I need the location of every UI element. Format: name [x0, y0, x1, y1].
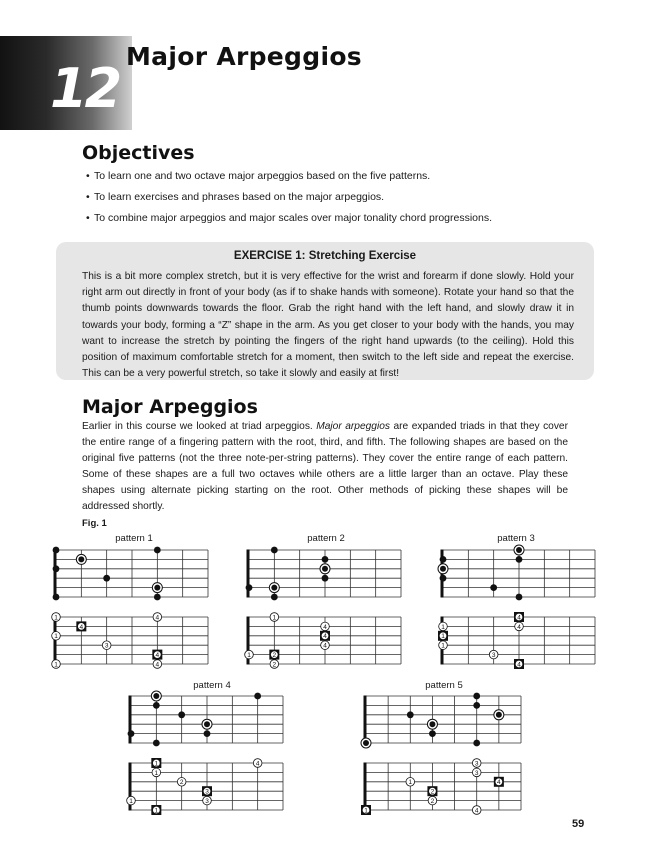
root-note-center — [154, 585, 160, 591]
pattern-5-label: pattern 5 — [425, 680, 463, 691]
nut — [364, 696, 367, 744]
pattern-2-label: pattern 2 — [307, 533, 345, 544]
objective-item: • To learn one and two octave major arpeggios based on the five patterns. — [86, 170, 586, 183]
finger-number: 1 — [129, 798, 133, 805]
finger-number: 4 — [517, 661, 521, 669]
root-note-center — [429, 721, 435, 727]
objectives-list — [86, 170, 586, 233]
finger-number: 3 — [474, 769, 479, 777]
note-dot — [407, 711, 414, 718]
finger-number: 4 — [323, 642, 327, 650]
note-dot — [473, 702, 480, 709]
finger-number: 1 — [441, 633, 445, 641]
exercise-text: This is a bit more complex stretch, but it is very effective for the wrist and forearm if done slowly. Hold your right arm out directly in front of your body (as if to shake hands with someone). Rotate your hand so that the thumb points downwards towards the floor. Grab the right hand with the left hand, and slowly draw it in towards your body, forming a “Z” shape in the arm. As you get closer to your body with the hands, you may want to increase the stretch by pointing the fingers of the right hand upwards (to the ceiling). Hold this position of maximum comfortable stretch for a moment, then switch to the left side and repeat the exercise. This can be a very powerful stretch, so take it slowly and easily at first! — [82, 271, 574, 380]
note-dot — [53, 565, 60, 572]
page-number: 59 — [572, 818, 585, 830]
note-dot — [254, 693, 261, 700]
finger-number: 4 — [517, 614, 521, 622]
note-dot — [154, 547, 161, 554]
finger-number: 1 — [154, 807, 159, 815]
objective-item: • To learn exercises and phrases based on the major arpeggios. — [86, 191, 586, 204]
pattern-2-fingering — [241, 609, 409, 672]
finger-number: 4 — [79, 623, 84, 631]
objective-item: • To combine major arpeggios and major scales over major tonality chord progressions. — [86, 212, 586, 225]
chapter-title: Major Arpeggios — [126, 42, 362, 71]
note-dot — [490, 584, 497, 591]
pattern-5-fingering — [358, 755, 529, 818]
note-dot — [153, 740, 160, 747]
finger-number: 4 — [474, 807, 479, 815]
finger-number: 2 — [272, 652, 277, 659]
finger-number: 3 — [205, 798, 209, 805]
note-dot — [473, 740, 480, 747]
nut — [364, 763, 367, 811]
pattern-3-fretboard — [435, 542, 603, 605]
finger-number: 4 — [155, 614, 160, 622]
finger-number: 1 — [54, 614, 58, 622]
note-dot — [440, 556, 447, 563]
pattern-4-fingering — [123, 755, 291, 818]
finger-number: 1 — [54, 633, 58, 641]
root-note-center — [204, 721, 210, 727]
pattern-1-fretboard — [48, 542, 216, 605]
finger-number: 3 — [104, 642, 109, 650]
root-note-center — [78, 556, 84, 562]
note-dot — [103, 575, 110, 582]
finger-number: 4 — [255, 760, 260, 768]
finger-number: 1 — [247, 652, 251, 659]
note-dot — [473, 693, 480, 700]
finger-number: 1 — [272, 614, 277, 622]
pattern-4-label: pattern 4 — [193, 680, 231, 691]
note-dot — [246, 584, 253, 591]
pattern-4-fretboard — [123, 688, 291, 751]
finger-number: 4 — [323, 633, 327, 641]
finger-number: 1 — [154, 760, 159, 768]
finger-number: 1 — [364, 807, 368, 815]
note-dot — [322, 575, 329, 582]
note-dot — [322, 556, 329, 563]
chapter-number: 12 — [50, 57, 120, 120]
note-dot — [516, 594, 523, 601]
exercise-box — [56, 242, 594, 380]
note-dot — [154, 594, 161, 601]
root-note-center — [440, 566, 446, 572]
finger-number: 4 — [517, 623, 521, 631]
finger-number: 4 — [497, 779, 501, 787]
finger-number: 1 — [54, 661, 58, 669]
section-intro: Earlier in this course we looked at triad arpeggios. Major arpeggios are expanded triads in that they cover the entire range of a fingering pattern with the root, third, and fifth. The following shapes are based on the original five patterns (not the three note-per-string patterns). They cover the entire range of each pattern. Some of these shapes are a full two octaves while others are a little larger than an octave. Play these shapes using alternate picking starting on the root. Other methods of picking these shapes will be addressed shortly. — [82, 421, 568, 512]
finger-number: 4 — [155, 661, 160, 669]
objectives-heading: Objectives — [82, 142, 195, 164]
exercise-title: EXERCISE 1: Stretching Exercise — [233, 250, 417, 262]
root-note-center — [363, 740, 369, 746]
note-dot — [153, 702, 160, 709]
finger-number: 2 — [430, 788, 435, 796]
figure-label: Fig. 1 — [82, 518, 107, 529]
nut — [54, 617, 57, 665]
note-dot — [429, 730, 436, 737]
note-dot — [516, 556, 523, 563]
root-note-center — [153, 693, 159, 699]
pattern-3-fingering — [435, 609, 603, 672]
finger-number: 4 — [323, 623, 327, 631]
note-dot — [271, 547, 278, 554]
finger-number: 3 — [491, 652, 496, 659]
finger-number: 2 — [179, 779, 184, 787]
root-note-center — [516, 547, 522, 553]
finger-number: 3 — [205, 788, 209, 796]
note-dot — [271, 594, 278, 601]
note-dot — [53, 594, 60, 601]
root-note-center — [271, 585, 277, 591]
pattern-3-label: pattern 3 — [497, 533, 535, 544]
note-dot — [53, 547, 60, 554]
finger-number: 1 — [441, 642, 445, 650]
note-dot — [128, 730, 135, 737]
note-dot — [178, 711, 185, 718]
root-note-center — [496, 712, 502, 718]
note-dot — [440, 575, 447, 582]
finger-number: 1 — [408, 779, 413, 787]
finger-number: 1 — [154, 769, 159, 777]
pattern-2-fretboard — [241, 542, 409, 605]
note-dot — [204, 730, 211, 737]
finger-number: 4 — [155, 652, 160, 659]
finger-number: 3 — [474, 760, 479, 768]
section-heading: Major Arpeggios — [82, 396, 258, 418]
root-note-center — [322, 566, 328, 572]
finger-number: 2 — [272, 661, 277, 669]
pattern-1-label: pattern 1 — [115, 533, 153, 544]
pattern-1-fingering — [48, 609, 216, 672]
finger-number: 2 — [430, 798, 435, 805]
finger-number: 1 — [441, 623, 445, 631]
nut — [54, 550, 57, 598]
pattern-5-fretboard — [358, 688, 529, 751]
